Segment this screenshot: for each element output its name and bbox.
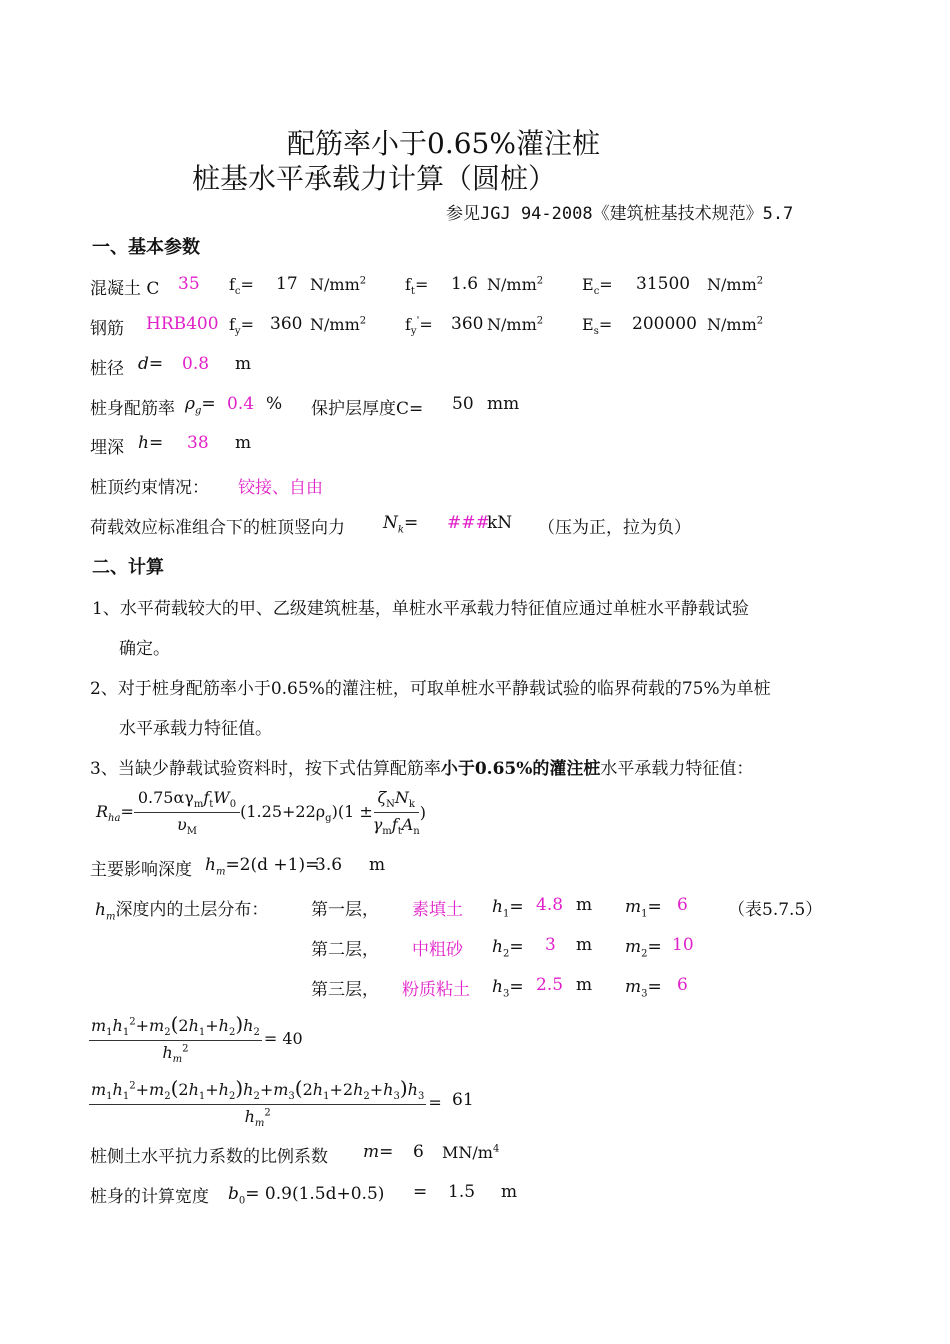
calc-fraction-1: $\frac{m_1h_1^2+m_2(2h_1+h_2)h_2}{h_m^2}$ = 40 — [91, 1012, 303, 1066]
layer-m-label: $m_1=$ — [625, 897, 662, 920]
m-coef-label: 桩侧土水平抗力系数的比例系数 — [90, 1147, 328, 1167]
cover-label: 保护层厚度C= — [311, 399, 424, 419]
diameter-sym: d= — [138, 354, 164, 374]
calc2-value: 61 — [452, 1090, 474, 1110]
hm-label: 主要影响深度 — [90, 860, 192, 880]
fc-label: $f_c=$ — [229, 275, 254, 298]
restraint-value: 铰接、自由 — [238, 478, 323, 498]
layer-soil: 粉质粘土 — [402, 980, 470, 1000]
es-value: 200000 — [632, 314, 697, 334]
hm-unit: m — [369, 855, 386, 875]
layer-h-value: 3 — [545, 935, 556, 955]
es-label: $E_s=$ — [582, 315, 613, 338]
fy-unit: $N/mm^2$ — [310, 315, 367, 334]
ec-label: $E_c=$ — [582, 275, 613, 298]
ratio-label: 桩身配筋率 — [90, 399, 175, 419]
b0-eq: = — [413, 1182, 428, 1202]
fy2-label: $f_y'=$ — [405, 315, 433, 338]
depth-value: 38 — [187, 433, 209, 453]
b0-value: 1.5 — [448, 1182, 476, 1202]
rha-formula: $R_{ha}=$ $\frac{0.75\alpha\gamma_mf_tW_0}{\upsilon_M}$ $(1.25+22\rho_g)(1$ ± $\frac{\zeta_NN_k}{\gamma_mf_tA_n}$ ) — [96, 788, 426, 838]
m-coef-unit: $MN/m^4$ — [442, 1143, 500, 1162]
cover-unit: mm — [487, 394, 520, 414]
layer-m-value: 6 — [677, 975, 688, 995]
m-coef-sym: m= — [363, 1142, 394, 1162]
ft-value: 1.6 — [451, 274, 479, 294]
diameter-value: 0.8 — [182, 354, 210, 374]
concrete-grade: 35 — [178, 274, 200, 294]
layer-h-label: $h_3=$ — [492, 977, 524, 1000]
fc-value: 17 — [276, 274, 298, 294]
b0-expr: $b_0= 0.9(1.5d+0.5)$ — [228, 1184, 385, 1207]
diameter-unit: m — [235, 354, 252, 374]
layer-soil: 素填土 — [412, 900, 463, 920]
layer-h-unit: m — [576, 935, 593, 955]
paragraph-2b: 水平承载力特征值。 — [119, 719, 272, 739]
hm-expr: $h_m=2(d +1)=$ — [205, 855, 320, 878]
layer-name: 第三层， — [311, 980, 379, 1000]
layer-h-unit: m — [576, 895, 593, 915]
table-ref: （表5.7.5） — [728, 900, 823, 920]
fy2-value: 360 — [451, 314, 484, 334]
depth-sym: h= — [138, 433, 164, 453]
depth-label: 埋深 — [90, 438, 124, 458]
paragraph-3: 3、当缺少静载试验资料时，按下式估算配筋率小于0.65%的灌注桩水平承载力特征值： — [90, 759, 754, 779]
section1-heading: 一、基本参数 — [92, 237, 200, 258]
layer-m-value: 10 — [672, 935, 694, 955]
paragraph-1b: 确定。 — [119, 639, 170, 659]
axial-unit: kN — [487, 513, 513, 533]
section2-heading: 二、计算 — [92, 557, 164, 578]
ft-unit: $N/mm^2$ — [487, 275, 544, 294]
layer-m-value: 6 — [677, 895, 688, 915]
ft-label: $f_t=$ — [405, 275, 429, 298]
axial-value: ### — [447, 513, 490, 533]
layer-h-value: 2.5 — [536, 975, 564, 995]
diameter-label: 桩径 — [90, 359, 124, 379]
axial-note: （压为正，拉为负） — [538, 518, 691, 538]
hm-value: 3.6 — [315, 855, 343, 875]
layer-name: 第一层， — [311, 900, 379, 920]
fy2-unit: $N/mm^2$ — [487, 315, 544, 334]
steel-grade: HRB400 — [146, 314, 219, 334]
layer-h-unit: m — [576, 975, 593, 995]
layer-h-label: $h_2=$ — [492, 937, 524, 960]
ratio-unit: % — [266, 394, 283, 414]
concrete-label: 混凝土 C — [90, 279, 160, 299]
reference-note: 参见JGJ 94-2008《建筑桩基技术规范》5.7 — [446, 204, 794, 224]
calc-fraction-2: $\frac{m_1h_1^2+m_2(2h_1+h_2)h_2+m_3(2h_1+2h_2+h_3)h_3}{h_m^2}$ = — [91, 1076, 442, 1130]
depth-unit: m — [235, 433, 252, 453]
fy-label: $f_y=$ — [229, 315, 254, 338]
cover-value: 50 — [452, 394, 474, 414]
layer-m-label: $m_2=$ — [625, 937, 662, 960]
layers-label: $h_m$深度内的土层分布： — [95, 900, 269, 923]
paragraph-2a: 2、对于桩身配筋率小于0.65%的灌注桩，可取单桩水平静载试验的临界荷载的75%为单桩 — [90, 679, 771, 699]
ratio-value: 0.4 — [227, 394, 255, 414]
ec-unit: $N/mm^2$ — [707, 275, 764, 294]
layer-m-label: $m_3=$ — [625, 977, 662, 1000]
calc1-value: = 40 — [263, 1029, 303, 1049]
layer-h-label: $h_1=$ — [492, 897, 524, 920]
fc-unit: $N/mm^2$ — [310, 275, 367, 294]
es-unit: $N/mm^2$ — [707, 315, 764, 334]
m-coef-value: 6 — [413, 1142, 424, 1162]
b0-unit: m — [501, 1182, 518, 1202]
layer-soil: 中粗砂 — [412, 940, 463, 960]
restraint-label: 桩顶约束情况： — [90, 478, 209, 498]
steel-label: 钢筋 — [90, 319, 124, 339]
paragraph-1a: 1、水平荷载较大的甲、乙级建筑桩基，单桩水平承载力特征值应通过单桩水平静载试验 — [92, 599, 749, 619]
ec-value: 31500 — [636, 274, 691, 294]
b0-label: 桩身的计算宽度 — [90, 1187, 209, 1207]
axial-label: 荷载效应标准组合下的桩顶竖向力 — [90, 518, 345, 538]
layer-h-value: 4.8 — [536, 895, 564, 915]
title-line1: 配筋率小于0.65%灌注桩 — [287, 127, 600, 160]
layer-name: 第二层， — [311, 940, 379, 960]
ratio-sym: $\rho_g=$ — [185, 394, 216, 417]
concrete-row — [90, 274, 159, 299]
axial-sym: $N_k=$ — [383, 513, 419, 536]
title-line2: 桩基水平承载力计算（圆桩） — [192, 162, 557, 195]
fy-value: 360 — [270, 314, 303, 334]
